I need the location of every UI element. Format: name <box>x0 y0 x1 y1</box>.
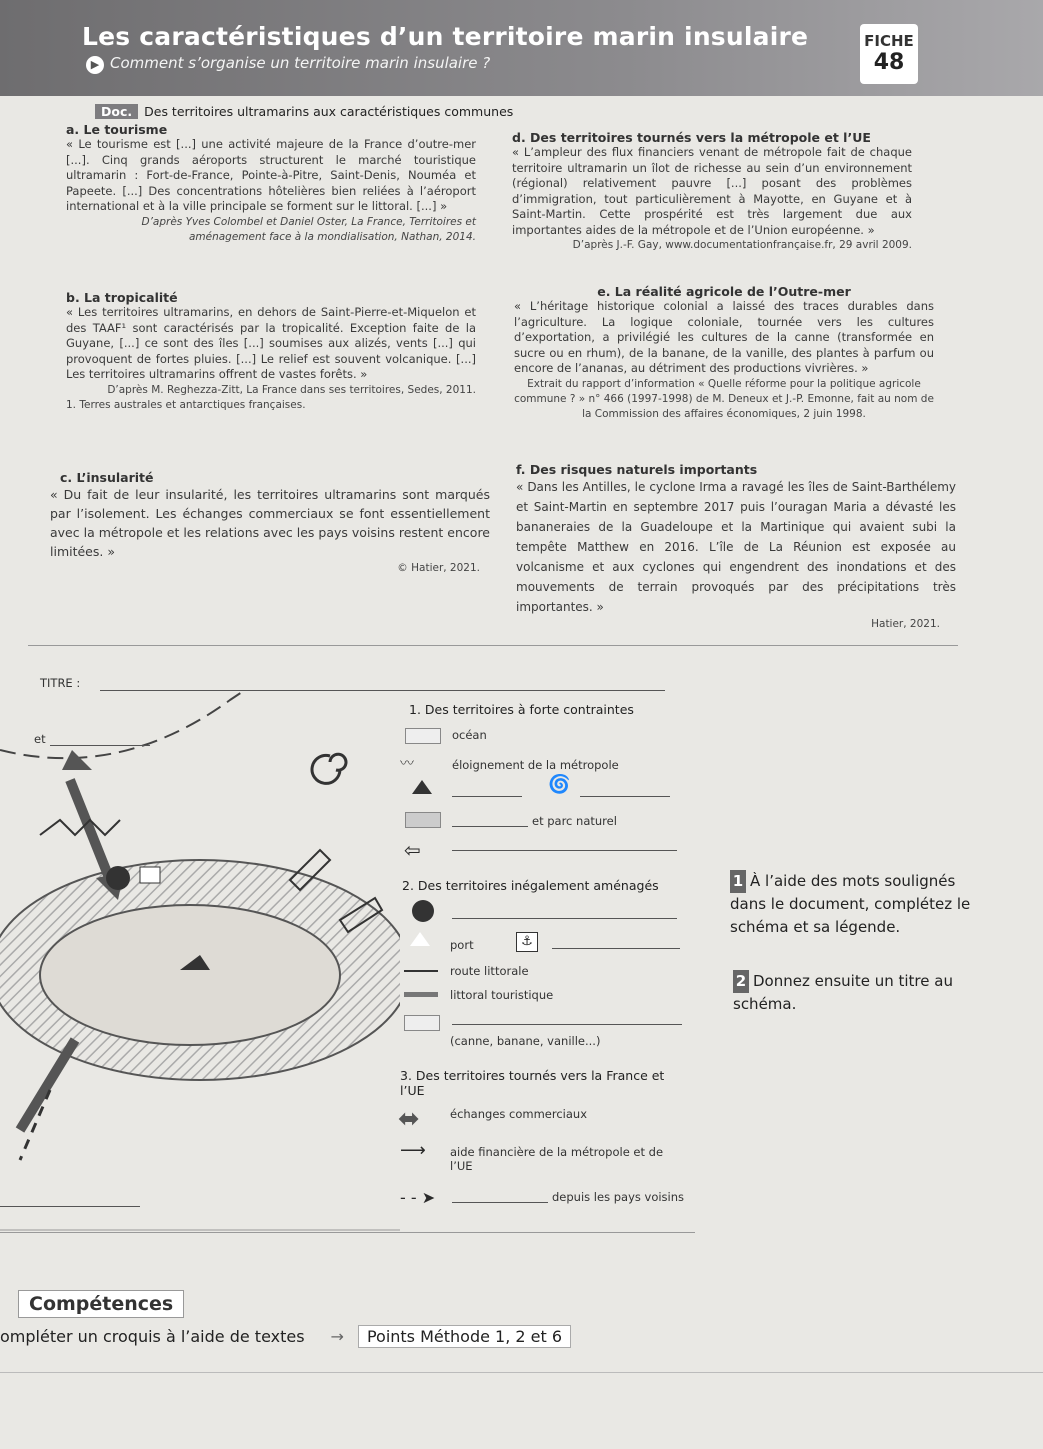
legend-parc: et parc naturel <box>532 814 617 828</box>
legend-aide: aide financière de la métropole et de l’UE <box>450 1145 664 1173</box>
legend-route: route littorale <box>450 964 529 978</box>
section-b-title: b. La tropicalité <box>66 290 178 305</box>
legend-blank-city[interactable] <box>452 918 677 919</box>
map-label-et: et <box>34 732 46 746</box>
legend-h2: 2. Des territoires inégalement aménagés <box>402 878 659 893</box>
section-e-source: Extrait du rapport d’information « Quelle réforme pour la politique agricole commune ? » n° 466 (1997-1998) de M. Deneux et J.-P. Emonne, fait au nom de la Commission des affaires économiques, 2 juin 1998. <box>514 377 934 420</box>
page-title: Les caractéristiques d’un territoire marin insulaire <box>82 22 809 51</box>
section-a-title: a. Le tourisme <box>66 122 168 137</box>
competence-text: ompléter un croquis à l’aide de textes <box>0 1327 305 1346</box>
section-b <box>66 290 476 413</box>
volcano-icon <box>412 780 432 794</box>
island-inner <box>40 905 340 1045</box>
legend-pays: depuis les pays voisins <box>552 1190 685 1204</box>
legend-forest-box <box>405 812 441 828</box>
port-dot <box>106 866 130 890</box>
thin-arrow-icon: ⟶ <box>400 1140 426 1161</box>
double-arrow-icon: ⬌ <box>398 1104 420 1134</box>
section-e-title: e. La réalité agricole de l’Outre-mer <box>597 284 851 299</box>
legend-blank-port[interactable] <box>552 948 680 949</box>
section-c-text: « Du fait de leur insularité, les territoires ultramarins sont marqués par l’isolement. Les échanges commerciaux se font essentiellement avec la métropole et les relations avec les pays voisins restent encore limitées. » <box>50 487 490 559</box>
route-line-icon <box>404 970 438 972</box>
section-a <box>66 122 476 245</box>
map-blank-bottom[interactable] <box>0 1206 140 1207</box>
doc-title: Des territoires ultramarins aux caractéristiques communes <box>144 104 514 119</box>
map-blank-1[interactable] <box>50 745 150 746</box>
section-c <box>50 470 490 576</box>
legend-port: port <box>450 938 474 952</box>
legend-eloignement: éloignement de la métropole <box>452 758 619 772</box>
fiche-label: FICHE <box>864 32 914 50</box>
q2-text: Donnez ensuite un titre au schéma. <box>733 972 953 1013</box>
section-f-source: Hatier, 2021. <box>871 618 940 630</box>
legend-littoral: littoral touristique <box>450 988 554 1002</box>
competence-line <box>0 1325 571 1348</box>
play-icon: ▶ <box>86 56 104 74</box>
q1-text: À l’aide des mots soulignés dans le document, complétez le schéma et sa légende. <box>730 872 971 936</box>
section-d-source: D’après J.-F. Gay, www.documentationfrançaise.fr, 29 avril 2009. <box>572 239 912 251</box>
legend-blank-forest[interactable] <box>452 826 528 827</box>
schema-title-label: TITRE : <box>40 676 81 690</box>
section-b-text: « Les territoires ultramarins, en dehors de Saint-Pierre-et-Miquelon et des TAAF¹ sont caractérisés par la tropicalité. Exception faite de la Guyane, [...] ce sont des îles [...] soumises aux alizés, vents [...] qui provoquent de fortes pluies. [...] Le relief est souvent volcanique. [...] Les territoires ultramarins offrent de vastes forêts. » <box>66 305 476 381</box>
legend-echanges: échanges commerciaux <box>450 1107 588 1121</box>
fiche-badge <box>860 24 918 84</box>
legend-ocean-box <box>405 728 441 744</box>
q1-number: 1 <box>730 870 746 893</box>
section-e-text: « L’héritage historique colonial a laissé des traces durables dans l’agriculture. La logique coloniale, tournée vers les cultures d’exportation, a privilégié les cultures de la canne (transformée en sucre ou en rhum), de la banane, de la vanille, des plantes à parfum ou encore de l’ananas, au détriment des productions vivrières. » <box>514 299 934 375</box>
legend-agri-box <box>404 1015 440 1031</box>
section-e <box>514 284 934 422</box>
zigzag-icon: 〰 <box>400 756 414 772</box>
competences-label: Compétences <box>18 1290 184 1318</box>
arrow-right-icon: → <box>330 1327 344 1346</box>
question-2 <box>733 970 973 1016</box>
subtitle-text: Comment s’organise un territoire marin insulaire ? <box>110 54 491 72</box>
points-methode[interactable]: Points Méthode 1, 2 et 6 <box>358 1325 571 1348</box>
section-a-text: « Le tourisme est [...] une activité majeure de la France d’outre-mer [...]. Cinq grands aéroports structurent le marché touristique ultramarin : Fort-de-France, Pointe-à-Pitre, Saint-Denis, Nouméa et Papeete. [...] Des concentrations hôtelières bien reliées à l’aéroport international et à la ville principale se forment sur le littoral. [...] » <box>66 137 476 213</box>
legend-blank-arrow[interactable] <box>452 850 677 851</box>
section-b-source: D’après M. Reghezza-Zitt, La France dans ses territoires, Sedes, 2011. <box>107 383 476 396</box>
airport-icon <box>410 932 430 946</box>
doc-heading <box>95 104 513 119</box>
zigzag-line <box>40 820 120 835</box>
fiche-number: 48 <box>873 50 905 75</box>
legend-h1: 1. Des territoires à forte contraintes <box>409 702 634 717</box>
port-symbol <box>140 867 160 883</box>
schema-title-blank[interactable] <box>100 690 665 691</box>
port-icon: ⚓ <box>516 932 538 952</box>
schema-bottom-divider <box>0 1232 695 1233</box>
littoral-line-icon <box>404 992 438 997</box>
schema-map <box>0 670 400 1240</box>
section-f-title: f. Des risques naturels importants <box>516 462 758 477</box>
arrowhead-up <box>62 750 92 770</box>
q2-number: 2 <box>733 970 749 993</box>
divider <box>28 645 958 646</box>
legend-ocean: océan <box>452 728 487 742</box>
legend-blank-agri[interactable] <box>452 1024 682 1025</box>
section-c-title: c. L’insularité <box>60 470 154 485</box>
section-d-text: « L’ampleur des flux financiers venant de métropole fait de chaque territoire ultramarin un îlot de richesse au sein d’un environnement (régional) relativement pauvre [...] posant des problèmes d’immigration, tout particulièrement à Mayotte, en Guyane et à Saint-Martin. Cette prospérité est très largement due aux importantes aides de la métropole et de l’Union européenne. » <box>512 145 912 237</box>
legend-blank-volcano[interactable] <box>452 796 522 797</box>
dashed-arrow-icon: - - ➤ <box>400 1188 436 1207</box>
legend-blank-cyclone[interactable] <box>580 796 670 797</box>
page-subtitle <box>86 54 490 74</box>
arrow-bottom-left <box>20 1040 75 1130</box>
double-arrow-left <box>70 780 110 880</box>
cyclone-icon: 🌀 <box>548 774 571 795</box>
section-f <box>516 462 956 632</box>
section-c-source: © Hatier, 2021. <box>397 562 480 574</box>
map-coast-curve <box>0 690 245 758</box>
section-a-source: D’après Yves Colombel et Daniel Oster, La France, Territoires et aménagement face à la mondialisation, Nathan, 2014. <box>141 215 476 243</box>
page-bottom-line <box>0 1372 1043 1373</box>
legend-h3: 3. Des territoires tournés vers la France et l’UE <box>400 1068 665 1098</box>
cyclone-symbol <box>312 754 346 783</box>
section-b-footnote: 1. Terres australes et antarctiques françaises. <box>66 398 306 411</box>
section-f-text: « Dans les Antilles, le cyclone Irma a ravagé les îles de Saint-Barthélemy et Saint-Martin en septembre 2017 puis l’ouragan Maria a dévasté les bananeraies de la Guadeloupe et la Martinique qui avaient subi la tempête Matthew en 2016. L’île de La Réunion est exposée au volcanisme et aux cyclones qui engendrent des inondations et des mouvements de terrain provoqués par des précipitations très importantes. » <box>516 480 956 614</box>
legend-blank-voisins[interactable] <box>452 1202 548 1203</box>
doc-tag: Doc. <box>95 104 138 119</box>
city-dot-icon <box>412 900 434 922</box>
hollow-arrow-icon: ⇦ <box>404 838 421 862</box>
section-d <box>512 130 912 253</box>
legend-canne: (canne, banane, vanille...) <box>450 1034 601 1048</box>
question-1 <box>730 870 990 939</box>
section-d-title: d. Des territoires tournés vers la métropole et l’UE <box>512 130 871 145</box>
